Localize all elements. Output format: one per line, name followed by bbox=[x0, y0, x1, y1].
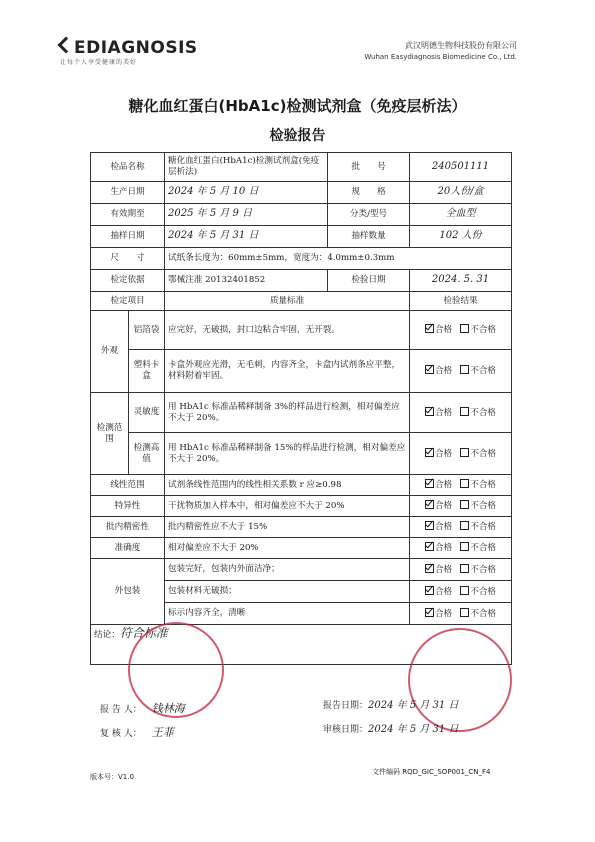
exp-label: 有效期至 bbox=[91, 204, 165, 226]
item-label: 灵敏度 bbox=[129, 393, 165, 433]
report-date-label: 报告日期： bbox=[323, 701, 369, 711]
version-number: 版本号：V1.0 bbox=[90, 773, 134, 781]
size-label: 尺 寸 bbox=[91, 248, 165, 270]
report-date-field bbox=[323, 696, 458, 711]
result-cell bbox=[410, 433, 512, 475]
empty-box-icon bbox=[460, 479, 469, 488]
table-row bbox=[91, 433, 512, 475]
table-row bbox=[91, 517, 512, 538]
checked-box-icon bbox=[425, 324, 434, 333]
basis-label: 检定依据 bbox=[91, 270, 165, 292]
report-date-value: 2024 年 5 月 31 日 bbox=[368, 700, 459, 711]
empty-box-icon bbox=[460, 407, 469, 416]
result-cell bbox=[410, 311, 512, 350]
audit-date-value: 2024 年 5 月 31 日 bbox=[368, 724, 459, 735]
fail-label: 不合格 bbox=[470, 564, 497, 575]
empty-box-icon bbox=[460, 521, 469, 530]
standard-text: 用 HbA1c 标准品稀释制备 3%的样品进行检测，相对偏差应不大于 20%。 bbox=[165, 393, 410, 433]
result-cell bbox=[410, 603, 512, 625]
table-row bbox=[91, 475, 512, 496]
reviewer-field bbox=[100, 724, 174, 740]
col-standard: 质量标准 bbox=[165, 292, 410, 311]
table-row bbox=[91, 248, 512, 270]
report-table bbox=[90, 152, 512, 665]
table-row bbox=[91, 153, 512, 182]
fail-label: 不合格 bbox=[470, 501, 497, 512]
pass-label: 合格 bbox=[435, 522, 453, 533]
qty-value: 102 人份 bbox=[410, 226, 512, 248]
sample-value: 2024 年 5 月 31 日 bbox=[165, 226, 328, 248]
empty-box-icon bbox=[460, 324, 469, 333]
table-row bbox=[91, 350, 512, 393]
report-title: 糖化血红蛋白(HbA1c)检测试剂盒（免疫层析法） bbox=[128, 97, 467, 115]
company-name-cn: 武汉明德生物科技股份有限公司 bbox=[405, 41, 517, 50]
reporter-label: 报 告 人： bbox=[100, 705, 142, 715]
standard-text: 包装材料无破损； bbox=[165, 581, 410, 603]
file-number: 文件编码 RQD_GIC_SOP001_CN_F4 bbox=[372, 768, 491, 776]
date-value: 2024. 5. 31 bbox=[410, 270, 512, 292]
standard-text: 相对偏差应不大于 20% bbox=[165, 538, 410, 559]
pass-label: 合格 bbox=[435, 543, 453, 554]
group-label: 检测范围 bbox=[91, 393, 129, 475]
mfg-label: 生产日期 bbox=[91, 182, 165, 204]
fail-label: 不合格 bbox=[470, 448, 497, 459]
standard-text: 用 HbA1c 标准品稀释制备 15%的样品进行检测，相对偏差应不大于 20%。 bbox=[165, 433, 410, 475]
result-cell bbox=[410, 559, 512, 581]
result-cell bbox=[410, 350, 512, 393]
pass-label: 合格 bbox=[435, 407, 453, 418]
table-row bbox=[91, 182, 512, 204]
fail-label: 不合格 bbox=[470, 407, 497, 418]
col-item: 检定项目 bbox=[91, 292, 165, 311]
product-label: 检品名称 bbox=[91, 153, 165, 182]
fail-label: 不合格 bbox=[470, 480, 497, 491]
checked-box-icon bbox=[425, 521, 434, 530]
type-value: 全血型 bbox=[410, 204, 512, 226]
table-row bbox=[91, 559, 512, 581]
group-label: 外观 bbox=[91, 311, 129, 393]
item-label: 准确度 bbox=[91, 538, 165, 559]
standard-text: 应完好，无破损，封口边粘合牢固，无开裂。 bbox=[165, 311, 410, 350]
fail-label: 不合格 bbox=[470, 366, 497, 377]
empty-box-icon bbox=[460, 564, 469, 573]
company-logo bbox=[60, 38, 198, 58]
table-row bbox=[91, 204, 512, 226]
batch-label: 批 号 bbox=[328, 153, 410, 182]
checked-box-icon bbox=[425, 500, 434, 509]
logo-arrow-icon bbox=[58, 37, 75, 54]
report-subtitle: 检验报告 bbox=[269, 128, 326, 144]
empty-box-icon bbox=[460, 586, 469, 595]
standard-text: 标示内容齐全，清晰 bbox=[165, 603, 410, 625]
fail-label: 不合格 bbox=[470, 325, 497, 336]
fail-label: 不合格 bbox=[470, 586, 497, 597]
pass-label: 合格 bbox=[435, 325, 453, 336]
sample-label: 抽样日期 bbox=[91, 226, 165, 248]
standard-text: 试剂条线性范围内的线性相关系数 r 应≥0.98 bbox=[165, 475, 410, 496]
result-cell bbox=[410, 496, 512, 517]
empty-box-icon bbox=[460, 608, 469, 617]
empty-box-icon bbox=[460, 448, 469, 457]
group-label: 外包装 bbox=[91, 559, 165, 625]
checked-box-icon bbox=[425, 448, 434, 457]
mfg-value: 2024 年 5 月 10 日 bbox=[165, 182, 328, 204]
result-cell bbox=[410, 393, 512, 433]
table-row bbox=[91, 538, 512, 559]
col-result: 检验结果 bbox=[410, 292, 512, 311]
basis-value: 鄂械注准 20132401852 bbox=[165, 270, 328, 292]
empty-box-icon bbox=[460, 500, 469, 509]
date-label: 检验日期 bbox=[328, 270, 410, 292]
exp-value: 2025 年 5 月 9 日 bbox=[165, 204, 328, 226]
conclusion-label: 结论： bbox=[94, 630, 120, 640]
standard-text: 卡盒外观应光滑，无毛刺，内容齐全，卡盒内试剂条应平整，材料附着牢固。 bbox=[165, 350, 410, 393]
conclusion-value: 符合标准 bbox=[119, 626, 168, 640]
result-cell bbox=[410, 475, 512, 496]
reporter-signature: 钱林海 bbox=[151, 702, 185, 715]
pass-label: 合格 bbox=[435, 608, 453, 619]
item-label: 塑料卡盒 bbox=[129, 350, 165, 393]
audit-date-label: 审核日期： bbox=[323, 725, 369, 735]
item-label: 批内精密性 bbox=[91, 517, 165, 538]
checked-box-icon bbox=[425, 479, 434, 488]
result-cell bbox=[410, 581, 512, 603]
pass-label: 合格 bbox=[435, 448, 453, 459]
empty-box-icon bbox=[460, 542, 469, 551]
fail-label: 不合格 bbox=[470, 522, 497, 533]
table-row bbox=[91, 496, 512, 517]
audit-date-field bbox=[323, 720, 458, 735]
empty-box-icon bbox=[460, 365, 469, 374]
item-label: 特异性 bbox=[91, 496, 165, 517]
checked-box-icon bbox=[425, 586, 434, 595]
table-header-row bbox=[91, 292, 512, 311]
type-label: 分类/型号 bbox=[328, 204, 410, 226]
qty-label: 抽样数量 bbox=[328, 226, 410, 248]
product-value: 糖化血红蛋白(HbA1c)检测试剂盒(免疫层析法) bbox=[165, 153, 328, 182]
company-name-en: Wuhan Easydiagnosis Biomedicine Co., Ltd. bbox=[364, 53, 517, 61]
table-row bbox=[91, 311, 512, 350]
standard-text: 干扰物质加入样本中，相对偏差应不大于 20% bbox=[165, 496, 410, 517]
logo-text: EDIAGNOSIS bbox=[74, 38, 198, 58]
spec-label: 规 格 bbox=[328, 182, 410, 204]
reporter-field bbox=[100, 700, 185, 716]
standard-text: 包装完好，包装内外面洁净； bbox=[165, 559, 410, 581]
spec-value: 20人份/盒 bbox=[410, 182, 512, 204]
fail-label: 不合格 bbox=[470, 608, 497, 619]
standard-text: 批内精密性应不大于 15% bbox=[165, 517, 410, 538]
checked-box-icon bbox=[425, 365, 434, 374]
result-cell bbox=[410, 538, 512, 559]
fail-label: 不合格 bbox=[470, 543, 497, 554]
pass-label: 合格 bbox=[435, 564, 453, 575]
reviewer-label: 复 核 人： bbox=[100, 729, 142, 739]
reviewer-signature: 王菲 bbox=[151, 726, 174, 739]
slogan: 让每个人享受健康的美好 bbox=[60, 59, 138, 66]
checked-box-icon bbox=[425, 407, 434, 416]
table-row bbox=[91, 270, 512, 292]
batch-value: 240501111 bbox=[410, 153, 512, 182]
checked-box-icon bbox=[425, 542, 434, 551]
table-row bbox=[91, 393, 512, 433]
pass-label: 合格 bbox=[435, 501, 453, 512]
item-label: 线性范围 bbox=[91, 475, 165, 496]
pass-label: 合格 bbox=[435, 586, 453, 597]
table-row bbox=[91, 226, 512, 248]
item-label: 检测高值 bbox=[129, 433, 165, 475]
pass-label: 合格 bbox=[435, 366, 453, 377]
company-seal-stamp bbox=[408, 628, 512, 732]
size-value: 试纸条长度为：60mm±5mm，宽度为：4.0mm±0.3mm bbox=[165, 248, 512, 270]
result-cell bbox=[410, 517, 512, 538]
item-label: 铝箔袋 bbox=[129, 311, 165, 350]
checked-box-icon bbox=[425, 564, 434, 573]
checked-box-icon bbox=[425, 608, 434, 617]
pass-label: 合格 bbox=[435, 480, 453, 491]
